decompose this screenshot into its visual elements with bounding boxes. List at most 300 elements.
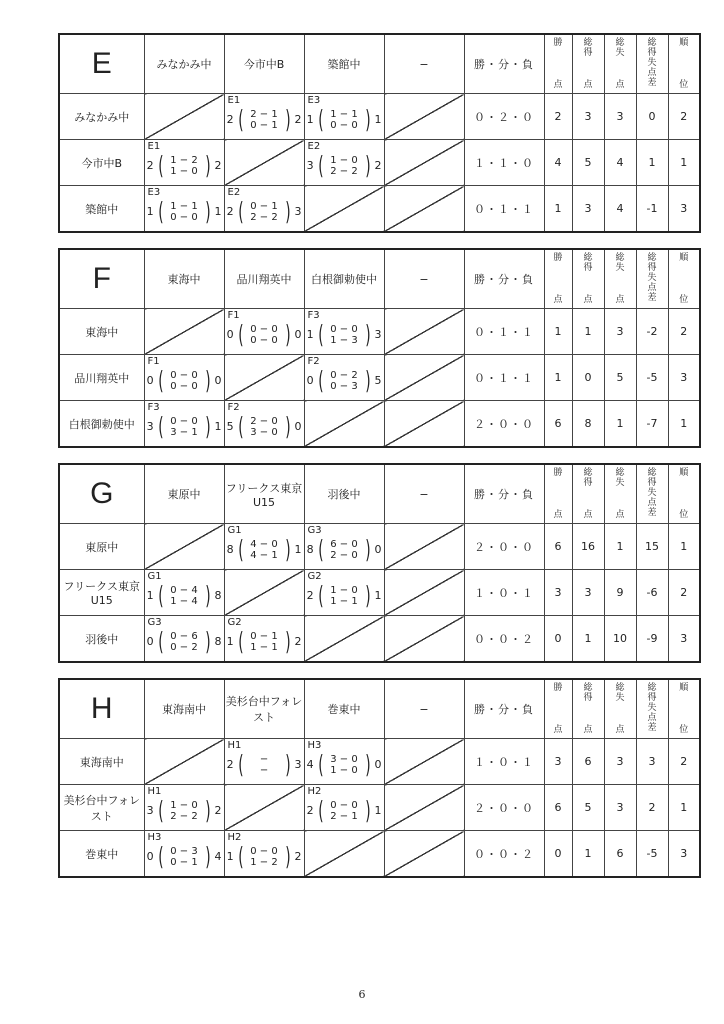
score-total-right: 4 [214, 850, 222, 863]
score-total-right: 2 [294, 850, 302, 863]
right-bracket-icon: ) [204, 842, 211, 871]
left-bracket-icon: ( [157, 197, 164, 226]
gd-column-header [636, 464, 668, 524]
wdl-column-header: 勝・分・負 [464, 34, 544, 94]
score-total-left: 3 [146, 420, 154, 433]
group-table [58, 678, 701, 878]
header-char: 失 [615, 478, 625, 488]
goals-for: 3 [572, 186, 604, 233]
header-char: 順 [679, 683, 689, 693]
wdl-record: ２・０・０ [464, 524, 544, 570]
right-bracket-icon: ) [204, 627, 211, 656]
second-half-score: 3 − 1 [170, 426, 198, 438]
second-half-score: 3 − 0 [250, 426, 278, 438]
ga-column-header [604, 249, 636, 309]
match-id: H3 [147, 832, 162, 843]
points: 1 [544, 186, 572, 233]
goals-against: 3 [604, 739, 636, 785]
blank-diagonal-cell [384, 570, 464, 616]
score-total-left: 0 [146, 374, 154, 387]
match-id: E1 [227, 95, 241, 106]
header-char: 総 [647, 468, 657, 478]
match-id: E3 [147, 187, 161, 198]
score-total-right: 2 [214, 804, 222, 817]
goals-for: 5 [572, 140, 604, 186]
blank-diagonal-cell [384, 524, 464, 570]
team-column-header: 品川翔英中 [224, 249, 304, 309]
wdl-record: ０・０・２ [464, 831, 544, 878]
group-letter: H [59, 679, 144, 739]
match-cell [144, 616, 224, 663]
score-total-left: 2 [226, 113, 234, 126]
header-char: 点 [647, 713, 657, 723]
match-cell [144, 831, 224, 878]
header-char: 差 [647, 78, 657, 88]
pts-column-header [544, 34, 572, 94]
goals-for: 1 [572, 831, 604, 878]
right-bracket-icon: ) [204, 366, 211, 395]
second-half-score: 1 − 0 [170, 165, 198, 177]
left-bracket-icon: ( [317, 581, 324, 610]
self-match-cell [144, 524, 224, 570]
score-total-right: 1 [374, 804, 382, 817]
match-id: G2 [227, 617, 242, 628]
score-total-left: 3 [306, 159, 314, 172]
second-half-score: − [259, 764, 269, 776]
left-bracket-icon: ( [317, 151, 324, 180]
left-bracket-icon: ( [237, 320, 244, 349]
score-total-left: 0 [306, 374, 314, 387]
points: 1 [544, 309, 572, 355]
first-half-score: 0 − 6 [170, 630, 198, 642]
score-total-right: 2 [294, 635, 302, 648]
team-column-header: 東海中 [144, 249, 224, 309]
wdl-record: １・０・１ [464, 570, 544, 616]
header-char: 点 [647, 498, 657, 508]
goals-against: 1 [604, 524, 636, 570]
self-match-cell [224, 570, 304, 616]
team-row [59, 401, 700, 448]
group-letter: F [59, 249, 144, 309]
header-char-bottom: 点 [553, 80, 563, 90]
first-half-score: 0 − 2 [330, 369, 358, 381]
goals-against: 10 [604, 616, 636, 663]
score-total-left: 1 [146, 589, 154, 602]
header-char: 得 [583, 263, 593, 273]
goal-difference: -2 [636, 309, 668, 355]
header-char-bottom: 位 [679, 725, 689, 735]
wdl-record: ０・２・０ [464, 94, 544, 140]
team-row [59, 785, 700, 831]
header-char-bottom: 点 [553, 725, 563, 735]
match-cell [144, 140, 224, 186]
goals-against: 4 [604, 186, 636, 233]
gf-column-header [572, 249, 604, 309]
match-cell [304, 570, 384, 616]
second-half-score: 1 − 1 [250, 641, 278, 653]
header-char: 総 [583, 38, 593, 48]
goals-against: 1 [604, 401, 636, 448]
score-total-right: 2 [374, 159, 382, 172]
left-bracket-icon: ( [237, 627, 244, 656]
match-id: G3 [307, 525, 322, 536]
gd-column-header [636, 34, 668, 94]
group-table [58, 463, 701, 663]
self-match-cell [144, 309, 224, 355]
first-half-score: 1 − 2 [170, 154, 198, 166]
header-char: 勝 [553, 683, 563, 693]
match-cell [144, 785, 224, 831]
right-bracket-icon: ) [284, 412, 291, 441]
team-row [59, 309, 700, 355]
rank-column-header [668, 249, 700, 309]
wdl-record: ０・０・２ [464, 616, 544, 663]
match-cell [224, 831, 304, 878]
score-total-right: 2 [214, 159, 222, 172]
left-bracket-icon: ( [157, 842, 164, 871]
team-name: 羽後中 [59, 616, 144, 663]
right-bracket-icon: ) [284, 842, 291, 871]
second-half-score: 2 − 2 [250, 211, 278, 223]
second-half-score: 1 − 3 [330, 334, 358, 346]
team-name: 巻東中 [59, 831, 144, 878]
match-id: F1 [227, 310, 240, 321]
team-column-header: 美杉台中フォレスト [224, 679, 304, 739]
goals-against: 6 [604, 831, 636, 878]
first-half-score: 0 − 0 [250, 845, 278, 857]
right-bracket-icon: ) [284, 535, 291, 564]
goal-difference: 2 [636, 785, 668, 831]
right-bracket-icon: ) [364, 366, 371, 395]
match-cell [304, 524, 384, 570]
team-row [59, 186, 700, 233]
match-cell [224, 616, 304, 663]
first-half-score: 0 − 0 [330, 323, 358, 335]
group-table [58, 33, 701, 233]
ga-column-header [604, 679, 636, 739]
second-half-score: 1 − 2 [250, 856, 278, 868]
team-column-header: 築館中 [304, 34, 384, 94]
first-half-score: 0 − 3 [170, 845, 198, 857]
goals-against: 3 [604, 309, 636, 355]
rank: 1 [668, 524, 700, 570]
self-match-cell [304, 616, 384, 663]
goals-for: 5 [572, 785, 604, 831]
team-column-header: みなかみ中 [144, 34, 224, 94]
team-row [59, 355, 700, 401]
header-char: 勝 [553, 468, 563, 478]
second-half-score: 2 − 0 [330, 549, 358, 561]
first-half-score: 3 − 0 [330, 753, 358, 765]
first-half-score: 0 − 0 [170, 415, 198, 427]
match-cell [224, 401, 304, 448]
group-header-row [59, 464, 700, 524]
header-char-bottom: 点 [615, 725, 625, 735]
goal-difference: -5 [636, 831, 668, 878]
second-half-score: 1 − 0 [330, 764, 358, 776]
second-half-score: 0 − 0 [330, 119, 358, 131]
blank-diagonal-cell [384, 785, 464, 831]
right-bracket-icon: ) [364, 535, 371, 564]
score-total-left: 1 [146, 205, 154, 218]
header-char: 順 [679, 38, 689, 48]
score-total-left: 8 [306, 543, 314, 556]
first-half-score: 4 − 0 [250, 538, 278, 550]
self-match-cell [224, 785, 304, 831]
goals-against: 3 [604, 785, 636, 831]
header-char: 得 [583, 478, 593, 488]
score-total-left: 2 [146, 159, 154, 172]
goal-difference: -1 [636, 186, 668, 233]
score-total-right: 0 [374, 543, 382, 556]
header-char: 勝 [553, 253, 563, 263]
header-char: 失 [647, 488, 657, 498]
header-char: 得 [583, 693, 593, 703]
goal-difference: 15 [636, 524, 668, 570]
match-id: E1 [147, 141, 161, 152]
right-bracket-icon: ) [364, 320, 371, 349]
header-char: 点 [647, 283, 657, 293]
self-match-cell [304, 186, 384, 233]
group-header-row [59, 34, 700, 94]
match-id: E2 [307, 141, 321, 152]
first-half-score: − [259, 753, 269, 765]
match-id: F2 [307, 356, 320, 367]
header-char: 失 [615, 263, 625, 273]
team-column-header: 東海南中 [144, 679, 224, 739]
wdl-column-header: 勝・分・負 [464, 464, 544, 524]
score-total-right: 0 [214, 374, 222, 387]
header-char: 順 [679, 468, 689, 478]
team-column-header: フリークス東京U15 [224, 464, 304, 524]
team-column-header: 今市中B [224, 34, 304, 94]
header-char-bottom: 点 [553, 295, 563, 305]
goal-difference: 3 [636, 739, 668, 785]
gf-column-header [572, 679, 604, 739]
points: 3 [544, 570, 572, 616]
right-bracket-icon: ) [364, 796, 371, 825]
header-char-bottom: 点 [615, 80, 625, 90]
right-bracket-icon: ) [204, 796, 211, 825]
header-char-bottom: 点 [615, 510, 625, 520]
header-char-bottom: 位 [679, 510, 689, 520]
self-match-cell [304, 401, 384, 448]
wdl-record: ０・１・１ [464, 355, 544, 401]
points: 4 [544, 140, 572, 186]
team-name: 今市中B [59, 140, 144, 186]
score-total-right: 0 [374, 758, 382, 771]
left-bracket-icon: ( [237, 105, 244, 134]
rank: 1 [668, 401, 700, 448]
header-char: 得 [647, 48, 657, 58]
left-bracket-icon: ( [237, 842, 244, 871]
left-bracket-icon: ( [317, 366, 324, 395]
wdl-record: ０・１・１ [464, 186, 544, 233]
left-bracket-icon: ( [237, 535, 244, 564]
rank: 3 [668, 616, 700, 663]
team-row [59, 140, 700, 186]
rank: 3 [668, 355, 700, 401]
team-name: みなかみ中 [59, 94, 144, 140]
right-bracket-icon: ) [204, 412, 211, 441]
self-match-cell [144, 94, 224, 140]
group-table [58, 248, 701, 448]
self-match-cell [304, 831, 384, 878]
second-half-score: 1 − 4 [170, 595, 198, 607]
right-bracket-icon: ) [284, 320, 291, 349]
goals-for: 8 [572, 401, 604, 448]
score-total-right: 8 [214, 589, 222, 602]
left-bracket-icon: ( [317, 750, 324, 779]
second-half-score: 2 − 2 [170, 810, 198, 822]
header-char: 得 [583, 48, 593, 58]
rank: 1 [668, 140, 700, 186]
header-char: 順 [679, 253, 689, 263]
team-column-header: 羽後中 [304, 464, 384, 524]
second-half-score: 0 − 1 [170, 856, 198, 868]
second-half-score: 0 − 0 [250, 334, 278, 346]
header-char: 勝 [553, 38, 563, 48]
team-name: 美杉台中フォレスト [59, 785, 144, 831]
header-char: 総 [615, 468, 625, 478]
blank-diagonal-cell [384, 739, 464, 785]
goals-for: 3 [572, 94, 604, 140]
pts-column-header [544, 464, 572, 524]
points: 6 [544, 524, 572, 570]
second-half-score: 2 − 2 [330, 165, 358, 177]
score-total-left: 3 [146, 804, 154, 817]
score-total-right: 1 [374, 589, 382, 602]
header-char-bottom: 位 [679, 80, 689, 90]
score-total-right: 3 [294, 758, 302, 771]
second-half-score: 0 − 0 [170, 211, 198, 223]
match-id: F3 [307, 310, 320, 321]
goal-difference: 1 [636, 140, 668, 186]
header-char: 失 [615, 693, 625, 703]
blank-diagonal-cell [384, 831, 464, 878]
score-total-right: 0 [294, 328, 302, 341]
points: 3 [544, 739, 572, 785]
match-cell [304, 355, 384, 401]
score-total-right: 0 [294, 420, 302, 433]
score-total-left: 1 [306, 113, 314, 126]
points: 0 [544, 616, 572, 663]
team-row [59, 94, 700, 140]
score-total-left: 1 [226, 850, 234, 863]
header-char: 得 [647, 478, 657, 488]
header-char: 総 [647, 38, 657, 48]
rank: 2 [668, 570, 700, 616]
match-cell [304, 785, 384, 831]
match-cell [144, 186, 224, 233]
match-id: G3 [147, 617, 162, 628]
header-char: 総 [615, 253, 625, 263]
goals-for: 6 [572, 739, 604, 785]
header-char-bottom: 位 [679, 295, 689, 305]
left-bracket-icon: ( [157, 151, 164, 180]
second-half-score: 0 − 1 [250, 119, 278, 131]
header-char: 差 [647, 293, 657, 303]
ga-column-header [604, 464, 636, 524]
score-total-right: 1 [294, 543, 302, 556]
match-cell [224, 94, 304, 140]
gf-column-header [572, 34, 604, 94]
header-char: 得 [647, 263, 657, 273]
match-id: E2 [227, 187, 241, 198]
team-row [59, 616, 700, 663]
header-char: 総 [647, 683, 657, 693]
left-bracket-icon: ( [157, 627, 164, 656]
team-name: 東海南中 [59, 739, 144, 785]
second-half-score: 0 − 2 [170, 641, 198, 653]
right-bracket-icon: ) [284, 197, 291, 226]
rank: 2 [668, 309, 700, 355]
self-match-cell [224, 140, 304, 186]
first-half-score: 6 − 0 [330, 538, 358, 550]
header-char: 総 [583, 253, 593, 263]
goal-difference: 0 [636, 94, 668, 140]
group-header-row [59, 249, 700, 309]
right-bracket-icon: ) [364, 750, 371, 779]
header-char: 失 [647, 703, 657, 713]
match-cell [304, 739, 384, 785]
right-bracket-icon: ) [204, 197, 211, 226]
header-char-bottom: 点 [615, 295, 625, 305]
group-header-row [59, 679, 700, 739]
rank-column-header [668, 679, 700, 739]
score-total-left: 1 [226, 635, 234, 648]
match-id: F1 [147, 356, 160, 367]
left-bracket-icon: ( [317, 796, 324, 825]
wdl-record: ２・０・０ [464, 401, 544, 448]
left-bracket-icon: ( [237, 750, 244, 779]
score-total-left: 2 [226, 758, 234, 771]
right-bracket-icon: ) [364, 105, 371, 134]
header-char: 失 [615, 48, 625, 58]
right-bracket-icon: ) [204, 151, 211, 180]
second-half-score: 1 − 1 [330, 595, 358, 607]
match-cell [304, 309, 384, 355]
points: 6 [544, 785, 572, 831]
score-total-right: 5 [374, 374, 382, 387]
first-half-score: 2 − 1 [250, 108, 278, 120]
rank-column-header [668, 34, 700, 94]
team-name: フリークス東京U15 [59, 570, 144, 616]
score-total-left: 0 [226, 328, 234, 341]
match-id: F2 [227, 402, 240, 413]
score-total-left: 8 [226, 543, 234, 556]
score-total-right: 3 [294, 205, 302, 218]
header-char-bottom: 点 [583, 295, 593, 305]
team-row [59, 524, 700, 570]
first-half-score: 1 − 1 [330, 108, 358, 120]
header-char-bottom: 点 [583, 725, 593, 735]
score-total-left: 2 [226, 205, 234, 218]
self-match-cell [224, 355, 304, 401]
right-bracket-icon: ) [364, 151, 371, 180]
left-bracket-icon: ( [157, 366, 164, 395]
pts-column-header [544, 679, 572, 739]
team-name: 品川翔英中 [59, 355, 144, 401]
score-total-left: 2 [306, 589, 314, 602]
score-total-left: 1 [306, 328, 314, 341]
goals-for: 1 [572, 616, 604, 663]
team-column-header: 白根御勅使中 [304, 249, 384, 309]
header-char: 差 [647, 508, 657, 518]
blank-diagonal-cell [384, 94, 464, 140]
dash-column-header: − [384, 249, 464, 309]
match-id: H2 [307, 786, 322, 797]
